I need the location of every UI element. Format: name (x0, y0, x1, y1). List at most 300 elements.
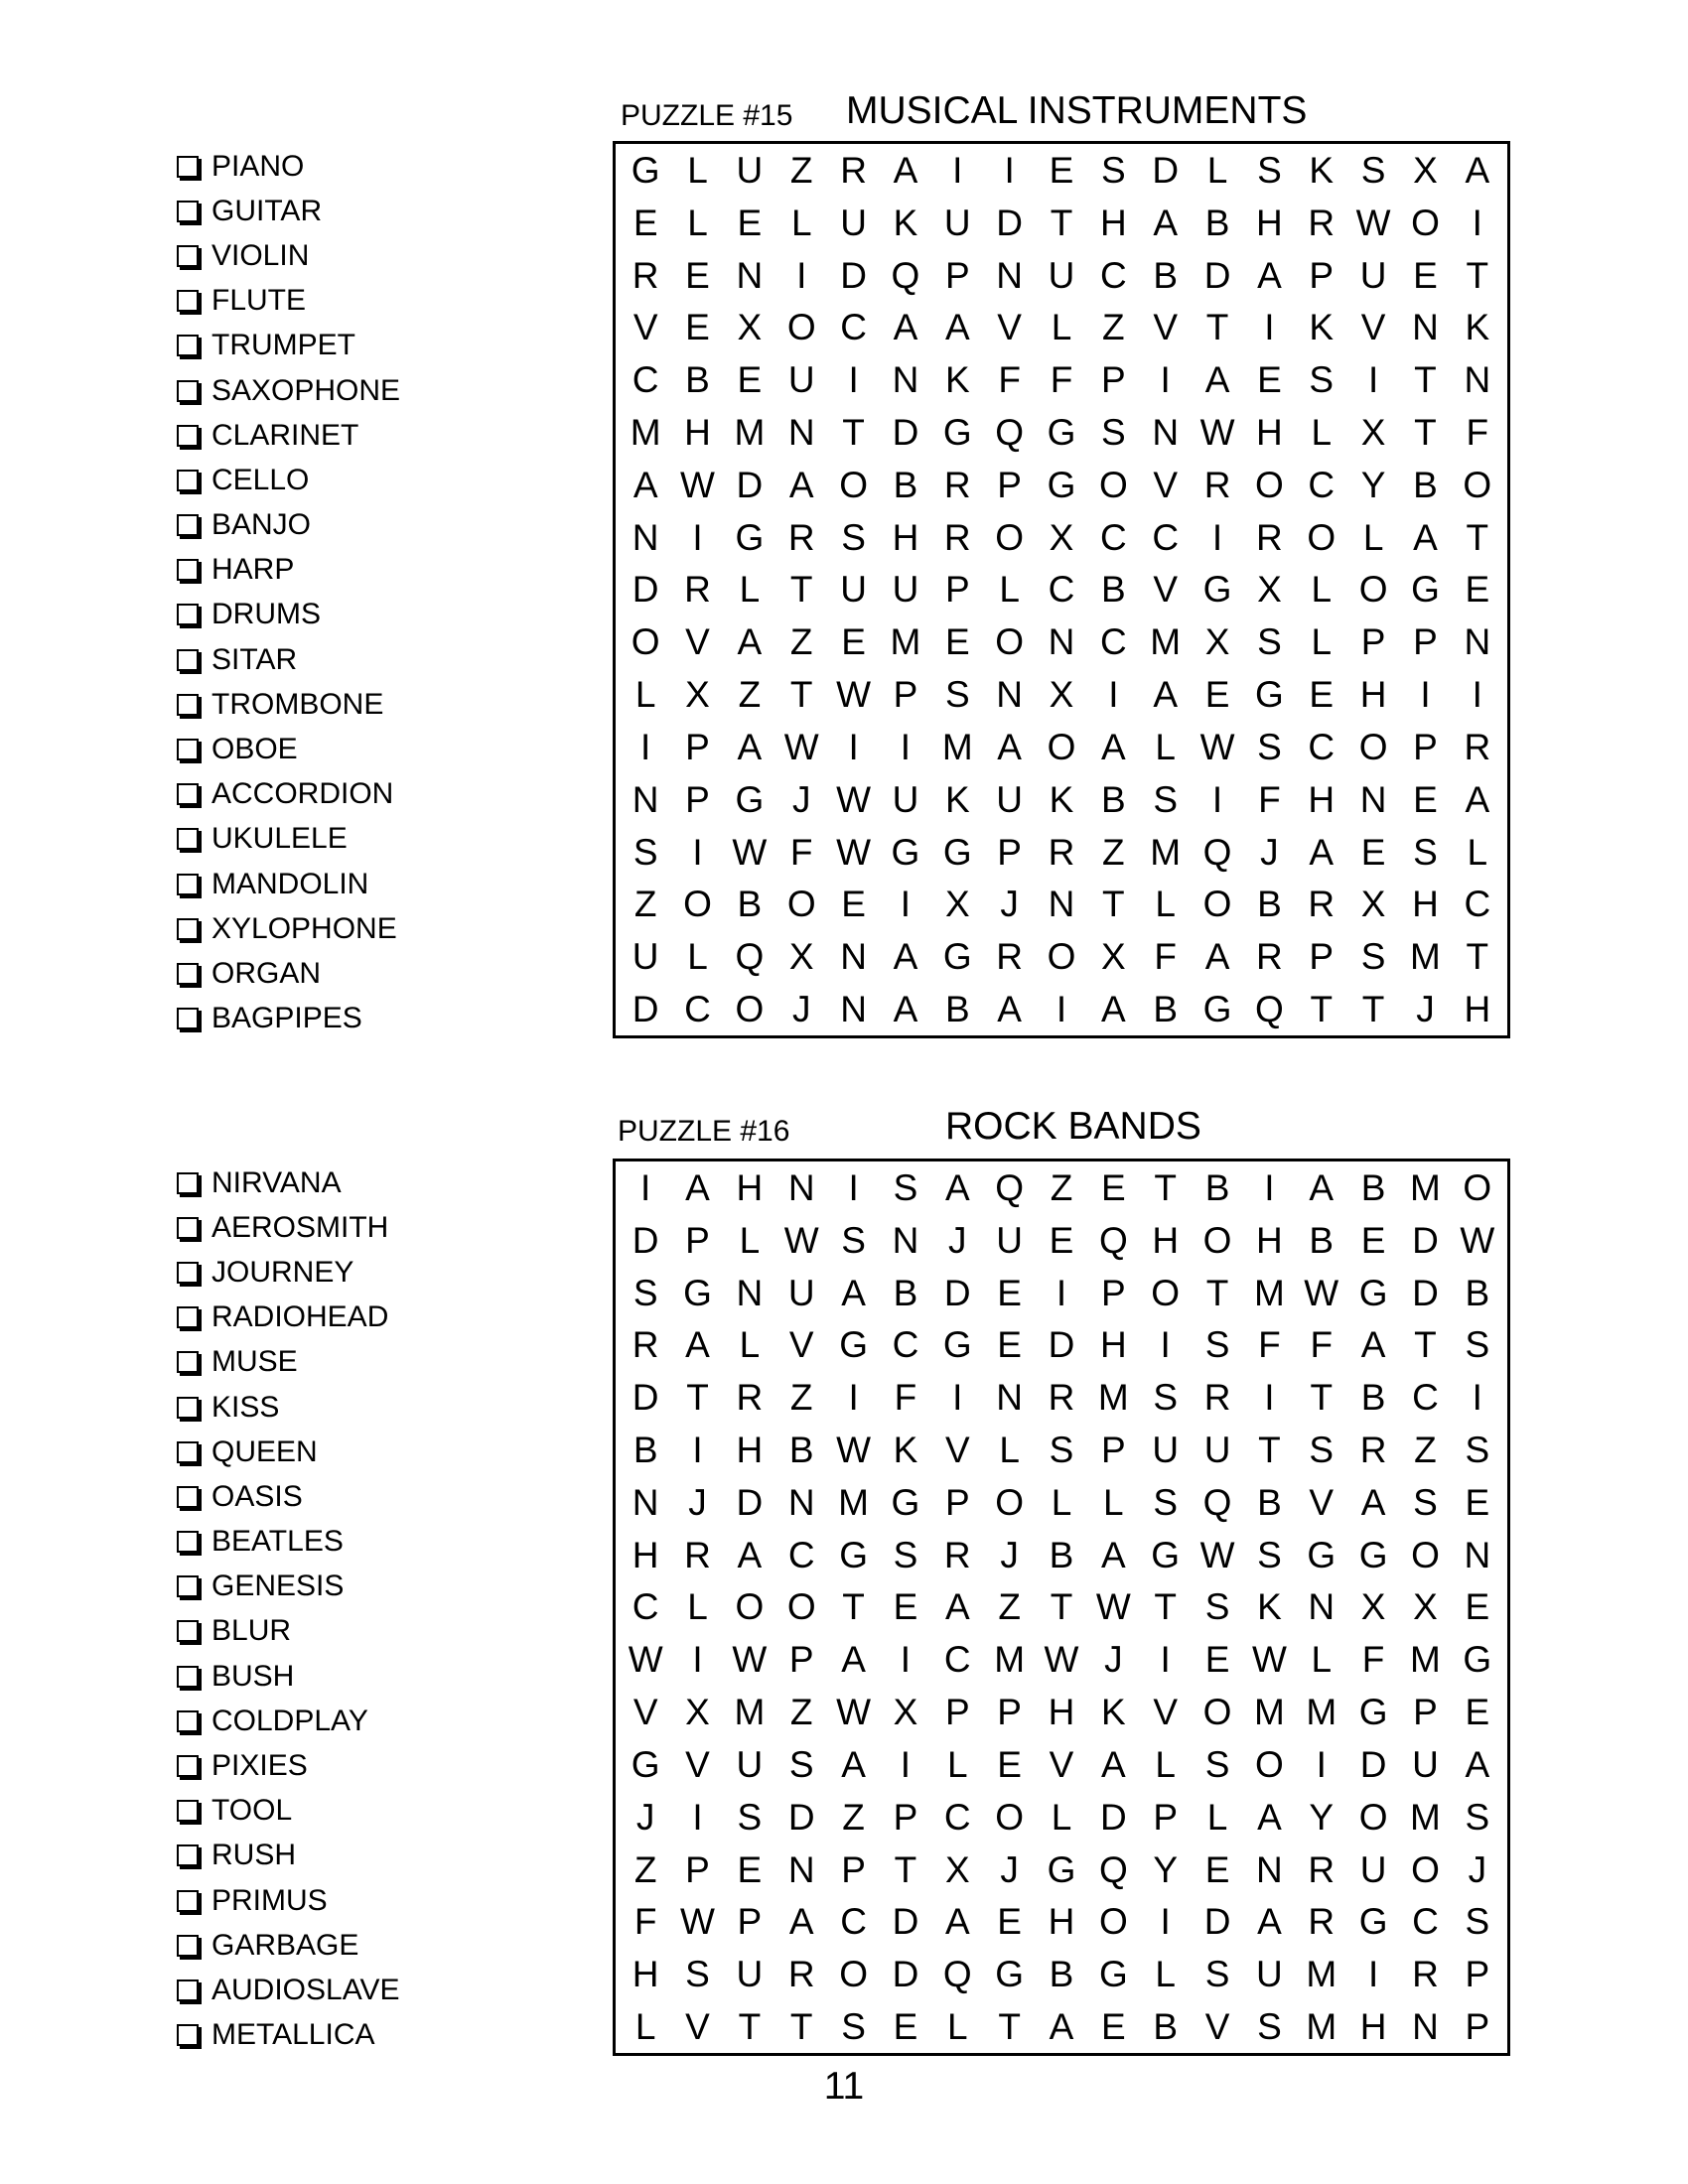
grid-letter[interactable]: B (1153, 989, 1179, 1030)
grid-letter[interactable]: G (942, 936, 972, 978)
grid-letter[interactable]: G (1307, 1534, 1336, 1575)
grid-letter[interactable]: Q (1255, 989, 1284, 1030)
grid-letter[interactable]: S (1204, 1954, 1230, 1995)
grid-letter[interactable]: F (789, 831, 813, 873)
grid-letter[interactable]: T (1466, 254, 1489, 296)
grid-letter[interactable]: E (633, 202, 658, 243)
checkbox-icon[interactable] (177, 1262, 199, 1284)
grid-letter[interactable]: S (737, 1796, 763, 1838)
grid-letter[interactable]: K (1309, 149, 1335, 191)
grid-letter[interactable]: B (737, 884, 763, 925)
grid-letter[interactable]: U (1203, 1430, 1231, 1471)
grid-letter[interactable]: A (685, 1324, 710, 1366)
grid-letter[interactable]: Z (789, 621, 813, 663)
grid-letter[interactable]: F (1258, 1324, 1281, 1366)
grid-letter[interactable]: O (1151, 1272, 1181, 1313)
grid-letter[interactable]: O (786, 884, 816, 925)
grid-letter[interactable]: P (1309, 936, 1335, 978)
checkbox-icon[interactable] (177, 694, 199, 716)
grid-letter[interactable]: U (996, 778, 1023, 820)
grid-letter[interactable]: Z (1414, 1430, 1437, 1471)
grid-letter[interactable]: I (1055, 1272, 1067, 1313)
grid-letter[interactable]: L (687, 1586, 708, 1628)
grid-letter[interactable]: G (1151, 1534, 1181, 1575)
grid-letter[interactable]: I (1316, 1743, 1327, 1785)
checkbox-icon[interactable] (177, 783, 199, 805)
grid-letter[interactable]: S (1204, 1586, 1230, 1628)
grid-letter[interactable]: F (1154, 936, 1177, 978)
grid-letter[interactable]: T (1205, 307, 1229, 348)
grid-letter[interactable]: D (1359, 1743, 1387, 1785)
grid-letter[interactable]: X (893, 1692, 918, 1733)
grid-letter[interactable]: I (1160, 1639, 1171, 1681)
grid-letter[interactable]: E (1204, 674, 1230, 716)
grid-letter[interactable]: T (842, 412, 865, 454)
grid-letter[interactable]: P (893, 1796, 918, 1838)
checkbox-icon[interactable] (177, 828, 199, 850)
grid-letter[interactable]: K (944, 359, 970, 401)
grid-letter[interactable]: V (1049, 1743, 1074, 1785)
grid-letter[interactable]: T (1466, 516, 1489, 558)
grid-letter[interactable]: W (1251, 1639, 1287, 1681)
grid-letter[interactable]: E (737, 202, 763, 243)
grid-letter[interactable]: O (1411, 202, 1440, 243)
grid-letter[interactable]: I (1160, 1901, 1171, 1943)
grid-letter[interactable]: P (944, 1481, 970, 1523)
grid-letter[interactable]: V (1309, 1481, 1335, 1523)
grid-letter[interactable]: Q (1202, 831, 1232, 873)
grid-letter[interactable]: S (1153, 1481, 1179, 1523)
grid-letter[interactable]: T (1154, 1586, 1177, 1628)
grid-letter[interactable]: L (739, 569, 761, 611)
checkbox-icon[interactable] (177, 1172, 199, 1194)
grid-letter[interactable]: S (1257, 149, 1282, 191)
grid-letter[interactable]: T (1154, 1166, 1177, 1208)
grid-letter[interactable]: T (1310, 989, 1334, 1030)
grid-letter[interactable]: T (1205, 1272, 1229, 1313)
grid-letter[interactable]: V (1153, 464, 1179, 505)
grid-letter[interactable]: U (840, 202, 867, 243)
grid-letter[interactable]: X (944, 1848, 970, 1890)
grid-letter[interactable]: P (1309, 254, 1335, 296)
grid-letter[interactable]: K (944, 778, 970, 820)
grid-letter[interactable]: S (633, 1272, 658, 1313)
checkbox-icon[interactable] (177, 380, 199, 402)
grid-letter[interactable]: J (1000, 884, 1019, 925)
grid-letter[interactable]: D (1412, 1272, 1439, 1313)
grid-letter[interactable]: D (736, 1481, 764, 1523)
grid-letter[interactable]: G (891, 1481, 920, 1523)
grid-letter[interactable]: W (1095, 1586, 1131, 1628)
grid-letter[interactable]: R (632, 254, 659, 296)
grid-letter[interactable]: E (944, 621, 970, 663)
grid-letter[interactable]: A (944, 1166, 970, 1208)
grid-letter[interactable]: N (892, 1219, 919, 1261)
grid-letter[interactable]: A (841, 1272, 866, 1313)
grid-letter[interactable]: P (944, 1692, 970, 1733)
grid-letter[interactable]: D (787, 1796, 815, 1838)
grid-letter[interactable]: A (737, 1534, 763, 1575)
grid-letter[interactable]: E (1049, 149, 1074, 191)
grid-letter[interactable]: U (996, 1219, 1023, 1261)
grid-letter[interactable]: F (1050, 359, 1073, 401)
grid-letter[interactable]: S (944, 674, 970, 716)
grid-letter[interactable]: E (1465, 569, 1490, 611)
grid-letter[interactable]: J (1000, 1534, 1019, 1575)
grid-letter[interactable]: P (1101, 1430, 1126, 1471)
grid-letter[interactable]: S (1257, 726, 1282, 767)
checkbox-icon[interactable] (177, 1979, 199, 2001)
grid-letter[interactable]: U (736, 1954, 764, 1995)
grid-letter[interactable]: B (1049, 1534, 1074, 1575)
grid-letter[interactable]: Z (738, 674, 762, 716)
grid-letter[interactable]: V (997, 307, 1022, 348)
grid-letter[interactable]: A (1204, 936, 1230, 978)
grid-letter[interactable]: U (1359, 1848, 1387, 1890)
grid-letter[interactable]: B (1413, 464, 1438, 505)
grid-letter[interactable]: R (943, 516, 971, 558)
grid-letter[interactable]: Q (1202, 1481, 1232, 1523)
checkbox-icon[interactable] (177, 1620, 199, 1642)
grid-letter[interactable]: F (633, 1901, 657, 1943)
grid-letter[interactable]: T (842, 1586, 865, 1628)
grid-letter[interactable]: O (1358, 1796, 1388, 1838)
grid-letter[interactable]: V (1153, 569, 1179, 611)
grid-letter[interactable]: I (1420, 674, 1431, 716)
grid-letter[interactable]: I (692, 1796, 703, 1838)
grid-letter[interactable]: R (684, 569, 711, 611)
grid-letter[interactable]: F (1361, 1639, 1385, 1681)
grid-letter[interactable]: G (735, 778, 765, 820)
grid-letter[interactable]: T (789, 2006, 813, 2048)
grid-letter[interactable]: M (994, 1639, 1026, 1681)
grid-letter[interactable]: S (1049, 1430, 1074, 1471)
grid-letter[interactable]: D (1152, 149, 1180, 191)
checkbox-icon[interactable] (177, 1306, 199, 1328)
grid-letter[interactable]: I (900, 884, 912, 925)
grid-letter[interactable]: T (789, 569, 813, 611)
grid-letter[interactable]: E (685, 254, 710, 296)
grid-letter[interactable]: H (892, 516, 919, 558)
grid-letter[interactable]: T (1102, 884, 1125, 925)
grid-letter[interactable]: O (1047, 726, 1076, 767)
grid-letter[interactable]: R (1048, 1377, 1075, 1419)
grid-letter[interactable]: C (632, 359, 659, 401)
grid-letter[interactable]: I (1108, 674, 1119, 716)
grid-letter[interactable]: I (1472, 1377, 1482, 1419)
grid-letter[interactable]: I (1472, 202, 1482, 243)
grid-letter[interactable]: C (1464, 884, 1491, 925)
grid-letter[interactable]: X (788, 936, 814, 978)
grid-letter[interactable]: A (893, 989, 918, 1030)
grid-letter[interactable]: N (1256, 1848, 1283, 1890)
grid-letter[interactable]: M (1410, 1796, 1441, 1838)
grid-letter[interactable]: Q (891, 254, 920, 296)
grid-letter[interactable]: W (628, 1639, 663, 1681)
grid-letter[interactable]: M (890, 621, 921, 663)
checkbox-icon[interactable] (177, 1397, 199, 1419)
grid-letter[interactable]: D (892, 1954, 919, 1995)
checkbox-icon[interactable] (177, 1008, 199, 1029)
grid-letter[interactable]: C (1099, 254, 1127, 296)
grid-letter[interactable]: A (737, 621, 763, 663)
grid-letter[interactable]: A (893, 307, 918, 348)
grid-letter[interactable]: G (735, 516, 765, 558)
grid-letter[interactable]: H (736, 1430, 764, 1471)
grid-letter[interactable]: G (631, 1743, 660, 1785)
grid-letter[interactable]: G (1047, 464, 1076, 505)
grid-letter[interactable]: U (892, 778, 919, 820)
grid-letter[interactable]: V (1153, 1692, 1179, 1733)
grid-letter[interactable]: Z (633, 1848, 657, 1890)
grid-letter[interactable]: J (791, 989, 811, 1030)
checkbox-icon[interactable] (177, 649, 199, 671)
grid-letter[interactable]: M (1097, 1377, 1129, 1419)
grid-letter[interactable]: Z (1102, 307, 1125, 348)
grid-letter[interactable]: K (1309, 307, 1335, 348)
grid-letter[interactable]: M (1306, 1692, 1337, 1733)
grid-letter[interactable]: L (634, 674, 656, 716)
grid-letter[interactable]: R (736, 1377, 764, 1419)
grid-letter[interactable]: L (687, 936, 708, 978)
grid-letter[interactable]: E (1360, 1219, 1386, 1261)
grid-letter[interactable]: S (1204, 1743, 1230, 1785)
grid-letter[interactable]: O (683, 884, 712, 925)
grid-letter[interactable]: P (685, 1219, 710, 1261)
grid-letter[interactable]: E (1413, 778, 1438, 820)
grid-letter[interactable]: F (894, 1377, 917, 1419)
grid-letter[interactable]: M (1410, 1166, 1441, 1208)
grid-letter[interactable]: V (788, 1324, 814, 1366)
grid-letter[interactable]: S (1465, 1901, 1490, 1943)
grid-letter[interactable]: P (997, 831, 1022, 873)
grid-letter[interactable]: X (944, 884, 970, 925)
grid-letter[interactable]: Z (1050, 1166, 1073, 1208)
checkbox-icon[interactable] (177, 2024, 199, 2046)
grid-letter[interactable]: I (1264, 1166, 1275, 1208)
grid-letter[interactable]: T (1414, 412, 1437, 454)
grid-letter[interactable]: I (952, 1377, 963, 1419)
grid-letter[interactable]: T (1258, 1430, 1281, 1471)
grid-letter[interactable]: O (839, 464, 868, 505)
grid-letter[interactable]: G (1358, 1272, 1388, 1313)
grid-letter[interactable]: R (943, 1534, 971, 1575)
grid-letter[interactable]: T (1414, 359, 1437, 401)
grid-letter[interactable]: M (1410, 1639, 1441, 1681)
grid-letter[interactable]: L (999, 569, 1020, 611)
grid-letter[interactable]: L (1103, 1481, 1124, 1523)
grid-letter[interactable]: V (944, 1430, 970, 1471)
grid-letter[interactable]: O (1463, 1166, 1492, 1208)
grid-letter[interactable]: N (840, 936, 867, 978)
grid-letter[interactable]: O (1307, 516, 1336, 558)
grid-letter[interactable]: S (841, 516, 866, 558)
grid-letter[interactable]: X (1413, 1586, 1438, 1628)
grid-letter[interactable]: O (735, 989, 765, 1030)
grid-letter[interactable]: L (1155, 1954, 1176, 1995)
grid-letter[interactable]: C (684, 989, 711, 1030)
checkbox-icon[interactable] (177, 918, 199, 940)
grid-letter[interactable]: Q (735, 936, 765, 978)
grid-letter[interactable]: U (787, 1272, 815, 1313)
grid-letter[interactable]: V (1153, 307, 1179, 348)
grid-letter[interactable]: J (1000, 1848, 1019, 1890)
grid-letter[interactable]: A (685, 1166, 710, 1208)
checkbox-icon[interactable] (177, 514, 199, 536)
grid-letter[interactable]: I (848, 1166, 859, 1208)
grid-letter[interactable]: W (1460, 1219, 1495, 1261)
grid-letter[interactable]: A (997, 726, 1022, 767)
grid-letter[interactable]: H (632, 1954, 659, 1995)
grid-letter[interactable]: G (1411, 569, 1440, 611)
grid-letter[interactable]: B (685, 359, 710, 401)
grid-letter[interactable]: O (995, 516, 1025, 558)
grid-letter[interactable]: X (1049, 516, 1074, 558)
grid-letter[interactable]: N (1412, 307, 1439, 348)
grid-letter[interactable]: S (1101, 149, 1126, 191)
grid-letter[interactable]: A (1101, 726, 1126, 767)
grid-letter[interactable]: B (1101, 778, 1126, 820)
grid-letter[interactable]: H (1256, 1219, 1283, 1261)
grid-letter[interactable]: A (944, 307, 970, 348)
grid-letter[interactable]: S (1413, 1481, 1438, 1523)
grid-letter[interactable]: A (1309, 831, 1335, 873)
grid-letter[interactable]: F (1310, 1324, 1334, 1366)
checkbox-icon[interactable] (177, 1844, 199, 1866)
grid-letter[interactable]: L (1155, 1743, 1176, 1785)
grid-letter[interactable]: E (1309, 674, 1335, 716)
grid-letter[interactable]: P (685, 778, 710, 820)
grid-letter[interactable]: Z (789, 1692, 813, 1733)
grid-letter[interactable]: O (786, 1586, 816, 1628)
grid-letter[interactable]: W (732, 831, 768, 873)
grid-letter[interactable]: C (1412, 1377, 1439, 1419)
grid-letter[interactable]: G (942, 1324, 972, 1366)
grid-letter[interactable]: R (1464, 726, 1491, 767)
grid-letter[interactable]: G (1047, 412, 1076, 454)
grid-letter[interactable]: A (1257, 1901, 1282, 1943)
grid-letter[interactable]: I (1055, 989, 1067, 1030)
grid-letter[interactable]: G (631, 149, 660, 191)
grid-letter[interactable]: R (1048, 831, 1075, 873)
grid-letter[interactable]: B (1360, 1166, 1386, 1208)
grid-letter[interactable]: N (1464, 1534, 1491, 1575)
grid-letter[interactable]: K (1465, 307, 1490, 348)
grid-letter[interactable]: D (632, 989, 659, 1030)
grid-letter[interactable]: U (892, 569, 919, 611)
grid-letter[interactable]: N (1464, 359, 1491, 401)
grid-letter[interactable]: Q (995, 1166, 1025, 1208)
grid-letter[interactable]: V (1204, 2006, 1230, 2048)
grid-letter[interactable]: E (893, 2006, 918, 2048)
grid-letter[interactable]: C (1152, 516, 1180, 558)
grid-letter[interactable]: N (736, 254, 764, 296)
grid-letter[interactable]: B (1465, 1272, 1490, 1313)
grid-letter[interactable]: A (1360, 1481, 1386, 1523)
grid-letter[interactable]: S (841, 1219, 866, 1261)
grid-letter[interactable]: R (1308, 1848, 1336, 1890)
grid-letter[interactable]: L (1311, 621, 1333, 663)
grid-letter[interactable]: U (1256, 1954, 1283, 1995)
grid-letter[interactable]: H (1256, 202, 1283, 243)
checkbox-icon[interactable] (177, 1710, 199, 1732)
grid-letter[interactable]: G (1255, 674, 1284, 716)
grid-letter[interactable]: E (1049, 1219, 1074, 1261)
grid-letter[interactable]: P (944, 254, 970, 296)
grid-letter[interactable]: B (944, 989, 970, 1030)
grid-letter[interactable]: A (1413, 516, 1438, 558)
grid-letter[interactable]: A (841, 1639, 866, 1681)
grid-letter[interactable]: N (892, 359, 919, 401)
grid-letter[interactable]: D (736, 464, 764, 505)
grid-letter[interactable]: H (1308, 778, 1336, 820)
grid-letter[interactable]: O (1411, 1534, 1440, 1575)
grid-letter[interactable]: U (1152, 1430, 1180, 1471)
grid-letter[interactable]: C (1048, 569, 1075, 611)
grid-letter[interactable]: A (1309, 1166, 1335, 1208)
grid-letter[interactable]: N (996, 1377, 1023, 1419)
grid-letter[interactable]: F (1258, 778, 1281, 820)
grid-letter[interactable]: P (1413, 621, 1438, 663)
grid-letter[interactable]: J (635, 1796, 655, 1838)
grid-letter[interactable]: G (942, 412, 972, 454)
grid-letter[interactable]: I (848, 726, 859, 767)
grid-letter[interactable]: U (632, 936, 659, 978)
grid-letter[interactable]: B (1153, 254, 1179, 296)
grid-letter[interactable]: P (788, 1639, 814, 1681)
grid-letter[interactable]: I (848, 1377, 859, 1419)
grid-letter[interactable]: O (1463, 464, 1492, 505)
grid-letter[interactable]: N (1152, 412, 1180, 454)
grid-letter[interactable]: T (738, 2006, 762, 2048)
grid-letter[interactable]: N (996, 674, 1023, 716)
grid-letter[interactable]: E (737, 1848, 763, 1890)
grid-letter[interactable]: J (1260, 831, 1279, 873)
grid-letter[interactable]: E (997, 1272, 1022, 1313)
grid-letter[interactable]: N (1359, 778, 1387, 820)
grid-letter[interactable]: N (1412, 2006, 1439, 2048)
grid-letter[interactable]: V (685, 621, 710, 663)
checkbox-icon[interactable] (177, 559, 199, 581)
grid-letter[interactable]: B (1101, 569, 1126, 611)
grid-letter[interactable]: X (1101, 936, 1126, 978)
grid-letter[interactable]: K (1257, 1586, 1282, 1628)
grid-letter[interactable]: P (1153, 1796, 1179, 1838)
grid-letter[interactable]: G (1202, 569, 1232, 611)
grid-letter[interactable]: W (836, 778, 872, 820)
grid-letter[interactable]: O (1098, 464, 1128, 505)
checkbox-icon[interactable] (177, 1666, 199, 1688)
grid-letter[interactable]: I (952, 149, 963, 191)
grid-letter[interactable]: H (1464, 989, 1491, 1030)
grid-letter[interactable]: W (836, 1430, 872, 1471)
grid-letter[interactable]: S (685, 1954, 710, 1995)
grid-letter[interactable]: I (1367, 1954, 1379, 1995)
checkbox-icon[interactable] (177, 1755, 199, 1777)
grid-letter[interactable]: D (1203, 254, 1231, 296)
grid-letter[interactable]: S (1360, 149, 1386, 191)
grid-letter[interactable]: U (736, 149, 764, 191)
grid-letter[interactable]: I (900, 726, 912, 767)
checkbox-icon[interactable] (177, 470, 199, 491)
grid-letter[interactable]: B (1257, 1481, 1282, 1523)
grid-letter[interactable]: P (737, 1901, 763, 1943)
grid-letter[interactable]: L (999, 1430, 1020, 1471)
grid-letter[interactable]: Y (1360, 464, 1386, 505)
grid-letter[interactable]: H (1048, 1692, 1075, 1733)
grid-letter[interactable]: S (633, 831, 658, 873)
grid-letter[interactable]: N (1464, 621, 1491, 663)
